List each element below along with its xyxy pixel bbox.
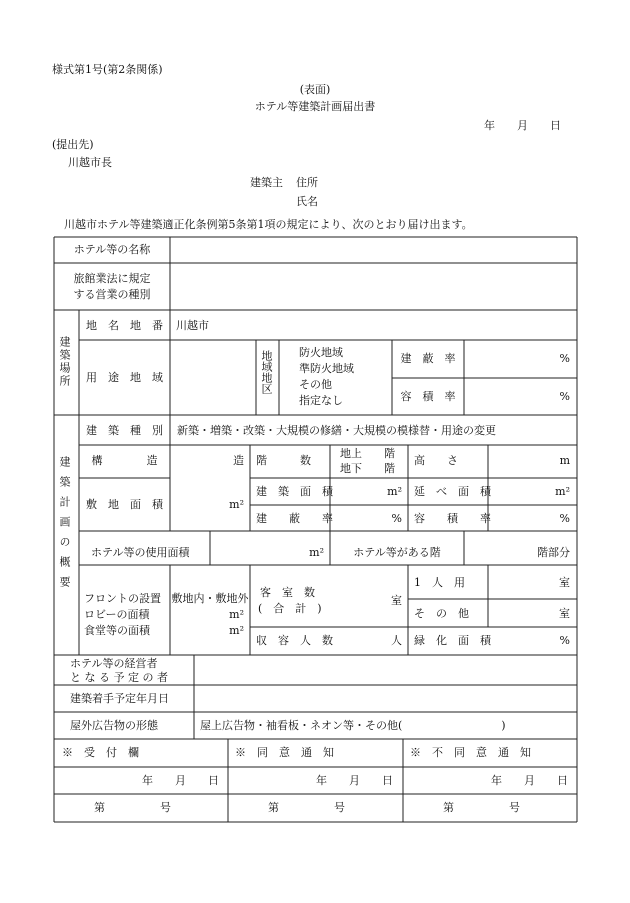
operator-label-1: ホテル等の経営者 [70,657,158,670]
form-title: ホテル等建築計画届出書 [254,100,376,113]
form-number: 様式第1号(第2条関係) [52,63,163,76]
coverage2-unit: % [391,512,402,525]
rooms-total-label: ( 合 計 ) [258,602,322,615]
face-label: (表面) [299,83,331,96]
consent-number: 第 号 [268,801,345,814]
receipt-date: 年 月 日 [142,774,219,787]
nonconsent-number: 第 号 [443,801,520,814]
business-type-label-2: する営業の種別 [73,288,151,301]
build-type-label: 建 築 種 別 [86,424,163,437]
use-district-label: 用 途 地 域 [86,371,163,384]
hotel-floor-unit: 階部分 [537,546,570,559]
front-label-2: ロビーの面積 [84,608,150,621]
far-unit: % [559,390,570,403]
other-room-unit: 室 [559,607,570,620]
hotel-area-label: ホテル等の使用面積 [91,546,190,559]
floors-above: 地上 階 [340,447,395,460]
name-label: 氏名 [296,195,318,208]
ad-form-label: 屋外広告物の形態 [70,719,158,732]
far2-unit: % [559,512,570,525]
one-person-label: 1 人 用 [414,576,465,589]
consent-label: ※ 同 意 通 知 [235,746,334,759]
build-type-value: 新築・増築・改築・大規模の修繕・大規模の模様替・用途の変更 [177,424,496,437]
floors-below: 地下 階 [340,462,395,475]
front-label-1: フロントの設置 [84,592,161,605]
intro-text: 川越市ホテル等建築適正化条例第5条第1項の規定により、次のとおり届け出ます。 [64,218,473,231]
date-line: 年 月 日 [484,119,561,132]
site-area-unit: m² [229,498,244,511]
coverage-unit: % [559,352,570,365]
hotel-area-unit: m² [309,546,324,559]
operator-label-2: と な る 予 定 の 者 [70,671,168,684]
business-type-label-1: 旅館業法に規定 [73,272,151,285]
area-district-label: 地域地区 [260,350,273,394]
rooms-unit: 室 [391,594,402,607]
building-area-label: 建 築 面 積 [256,485,333,498]
capacity-unit: 人 [391,634,402,647]
start-date-label: 建築着手予定年月日 [70,692,169,705]
nonconsent-label: ※ 不 同 意 通 知 [410,746,531,759]
capacity-label: 収 容 人 数 [256,634,333,647]
receipt-label: ※ 受 付 欄 [62,746,139,759]
lobby-area-unit: m² [229,608,244,621]
building-area-unit: m² [387,485,402,498]
ad-form-value: 屋上広告物・袖看板・ネオン等・その他( ) [200,719,506,732]
fire-district-2: 準防火地域 [299,362,354,375]
rooms-label: 客 室 数 [260,586,315,599]
receipt-number: 第 号 [94,801,171,814]
plan-group-label: 建築計画の概要 [58,456,71,596]
dining-area-unit: m² [229,624,244,637]
one-person-unit: 室 [559,576,570,589]
hotel-name-label: ホテル等の名称 [73,243,151,256]
far-label: 容 積 率 [400,390,456,403]
floors-label: 階 数 [256,454,311,467]
height-unit: m [559,454,570,467]
builder-label: 建築主 [250,176,283,189]
structure-label: 構 造 [91,454,158,467]
floor-area-unit: m² [555,485,570,498]
green-area-unit: % [559,634,570,647]
consent-date: 年 月 日 [316,774,393,787]
submit-to: 川越市長 [68,156,112,169]
green-area-label: 緑 化 面 積 [414,634,491,647]
structure-unit: 造 [233,454,244,467]
nonconsent-date: 年 月 日 [491,774,568,787]
fire-district-4: 指定なし [299,394,343,407]
hotel-floor-label: ホテル等がある階 [353,546,441,559]
fire-district-3: その他 [299,378,332,391]
site-group-label: 建築場所 [58,336,71,388]
far2-label: 容 積 率 [414,512,491,525]
lot-value: 川越市 [176,319,209,332]
submit-to-label: (提出先) [52,138,94,151]
site-area-label: 敷 地 面 積 [86,498,163,511]
fire-district-1: 防火地域 [299,346,343,359]
height-label: 高 さ [414,454,458,467]
inside-outside: 敷地内・敷地外 [171,592,249,605]
floor-area-label: 延 べ 面 積 [414,485,491,498]
front-label-3: 食堂等の面積 [84,624,150,637]
coverage2-label: 建 蔽 率 [256,512,333,525]
coverage-label: 建 蔽 率 [400,352,456,365]
address-label: 住所 [296,176,318,189]
lot-number-label: 地 名 地 番 [86,319,163,332]
other-room-label: そ の 他 [414,607,469,620]
